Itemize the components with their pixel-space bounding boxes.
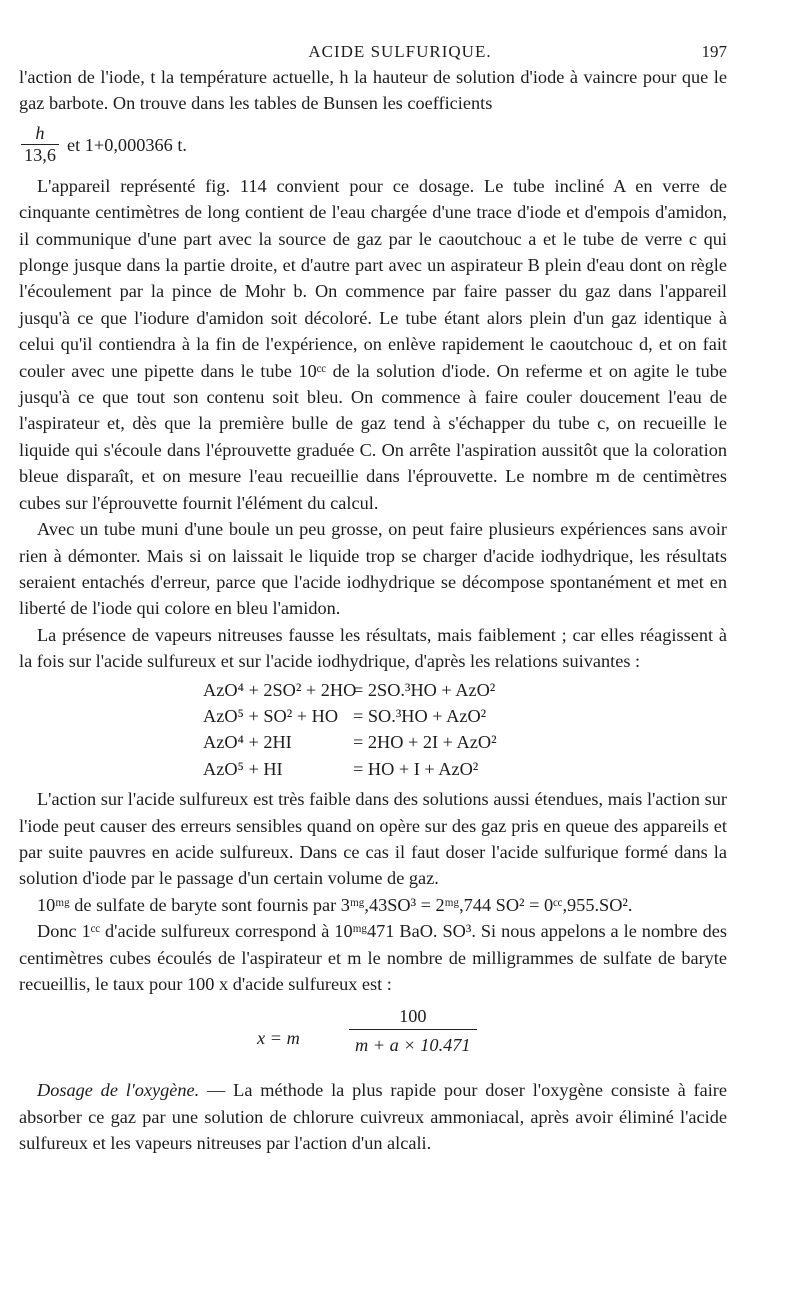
equation-lhs: AzO⁵ + HI bbox=[203, 758, 283, 779]
equation-rhs: = HO + I + AzO² bbox=[353, 758, 479, 779]
equation-lhs: AzO⁵ + SO² + HO bbox=[203, 705, 339, 726]
section-heading: Dosage de l'oxygène. bbox=[37, 1080, 200, 1101]
formula-fraction bbox=[349, 1003, 477, 1058]
paragraph-3: Avec un tube muni d'une boule un peu grosse, on peut faire plusieurs expériences sans avoir rien à démonter. Mais si on laissait le liquide trop se charger d'acide iodhydrique, les résultats seraient entachés d'erreur, parce que l'acide iodhydrique se décompose spontanément et met en liberté de l'iode qui colore en bleu l'amidon. bbox=[19, 519, 727, 619]
formula-lhs: x = m bbox=[257, 1028, 300, 1049]
coefficient-expression: et 1+0,000366 t. bbox=[67, 134, 187, 155]
paragraph-4: La présence de vapeurs nitreuses fausse les résultats, mais faiblement ; car elles réagissent à la fois sur l'acide sulfureux et sur l'acide iodhydrique, d'après les relations suivantes : bbox=[19, 624, 727, 672]
equation-rhs: = 2HO + 2I + AzO² bbox=[353, 732, 497, 753]
paragraph-2: L'appareil représenté fig. 114 convient pour ce dosage. Le tube incliné A en verre de cinquante centimètres de long contient de l'eau chargée d'une trace d'iode et d'empois d'amidon, il communique d'une part avec la source de gaz par le caoutchouc a et le tube de verre c qui plonge jusque dans la partie droite, et d'autre part avec un aspirateur B plein d'eau dont on règle l'écoulement par la pince de Mohr b. On commence par faire passer du gaz dans l'appareil jusqu'à ce que l'iodure d'amidon soit décoloré. Le tube étant alors plein d'un gaz identique à celui qu'il contiendra à la fin de l'expérience, on enlève rapidement le caoutchouc d, et on fait couler avec une pipette dans le tube 10ᶜᶜ de la solution d'iode. On referme et on agite le tube jusqu'à ce que tout son contenu soit bleu. On commence à faire couler doucement l'eau de l'aspirateur et, dès que la première bulle de gaz tend à s'échapper du tube c, on recueille le liquide qui s'écoule dans l'éprouvette graduée C. On arrête l'aspiration aussitôt que la coloration bleue disparaît, et on mesure l'eau recueillie dans l'éprouvette. Le nombre m de centimètres cubes sur l'éprouvette fournit l'élément du calcul. bbox=[19, 175, 727, 513]
equation-row bbox=[203, 677, 727, 703]
rate-formula bbox=[19, 1003, 727, 1069]
paragraph-6: 10ᵐᵍ de sulfate de baryte sont fournis par 3ᵐᵍ,43SO³ = 2ᵐᵍ,744 SO² = 0ᶜᶜ,955.SO². bbox=[37, 894, 633, 915]
equation-row bbox=[203, 729, 727, 755]
paragraph-8-body: La méthode la plus rapide pour doser l'oxygène consiste à faire absorber ce gaz par une solution de chlorure cuivreux ammoniacal, après avoir éliminé l'acide sulfureux et les vapeurs nitreuses par l'action d'un alcali. bbox=[19, 1080, 727, 1154]
reaction-equations bbox=[203, 677, 727, 783]
heading-dash: — bbox=[199, 1080, 234, 1101]
body-text bbox=[19, 64, 727, 1157]
paragraph-5: L'action sur l'acide sulfureux est très faible dans des solutions aussi étendues, mais l'action sur l'iode peut causer des erreurs sensibles quand on opère sur des gaz pris en queue des appareils et par suite pauvres en acide sulfureux. Dans ce cas il faut doser l'acide sulfurique formé dans la solution d'iode par le passage d'un certain volume de gaz. bbox=[19, 789, 727, 889]
equation-lhs: AzO⁴ + 2HI bbox=[203, 732, 292, 753]
equation-lhs: AzO⁴ + 2SO² + 2HO bbox=[203, 679, 357, 700]
fraction-denominator: 13,6 bbox=[21, 144, 59, 166]
paragraph-1: l'action de l'iode, t la température actuelle, h la hauteur de solution d'iode à vaincre pour que le gaz barbote. On trouve dans les tables de Bunsen les coefficients bbox=[19, 67, 727, 114]
equation-rhs: = 2SO.³HO + AzO² bbox=[353, 679, 496, 700]
fraction-numerator: h bbox=[35, 123, 45, 144]
formula-denominator: m + a × 10.471 bbox=[349, 1029, 477, 1058]
page-number: 197 bbox=[701, 42, 727, 61]
formula-numerator: 100 bbox=[399, 1006, 427, 1027]
equation-rhs: = SO.³HO + AzO² bbox=[353, 705, 487, 726]
equation-row bbox=[203, 756, 727, 782]
running-title: ACIDE SULFURIQUE. bbox=[308, 42, 492, 61]
equation-row bbox=[203, 703, 727, 729]
coefficients-line bbox=[21, 117, 727, 173]
coefficient-fraction bbox=[21, 123, 59, 166]
page-header bbox=[0, 38, 800, 66]
paragraph-8 bbox=[19, 1077, 727, 1156]
paragraph-7: Donc 1ᶜᶜ d'acide sulfureux correspond à 10ᵐᵍ471 BaO. SO³. Si nous appelons a le nombre des centimètres cubes écoulés de l'aspirateur et m le nombre de milligrammes de sulfate de baryte recueillis, le taux pour 100 x d'acide sulfureux est : bbox=[19, 921, 727, 994]
